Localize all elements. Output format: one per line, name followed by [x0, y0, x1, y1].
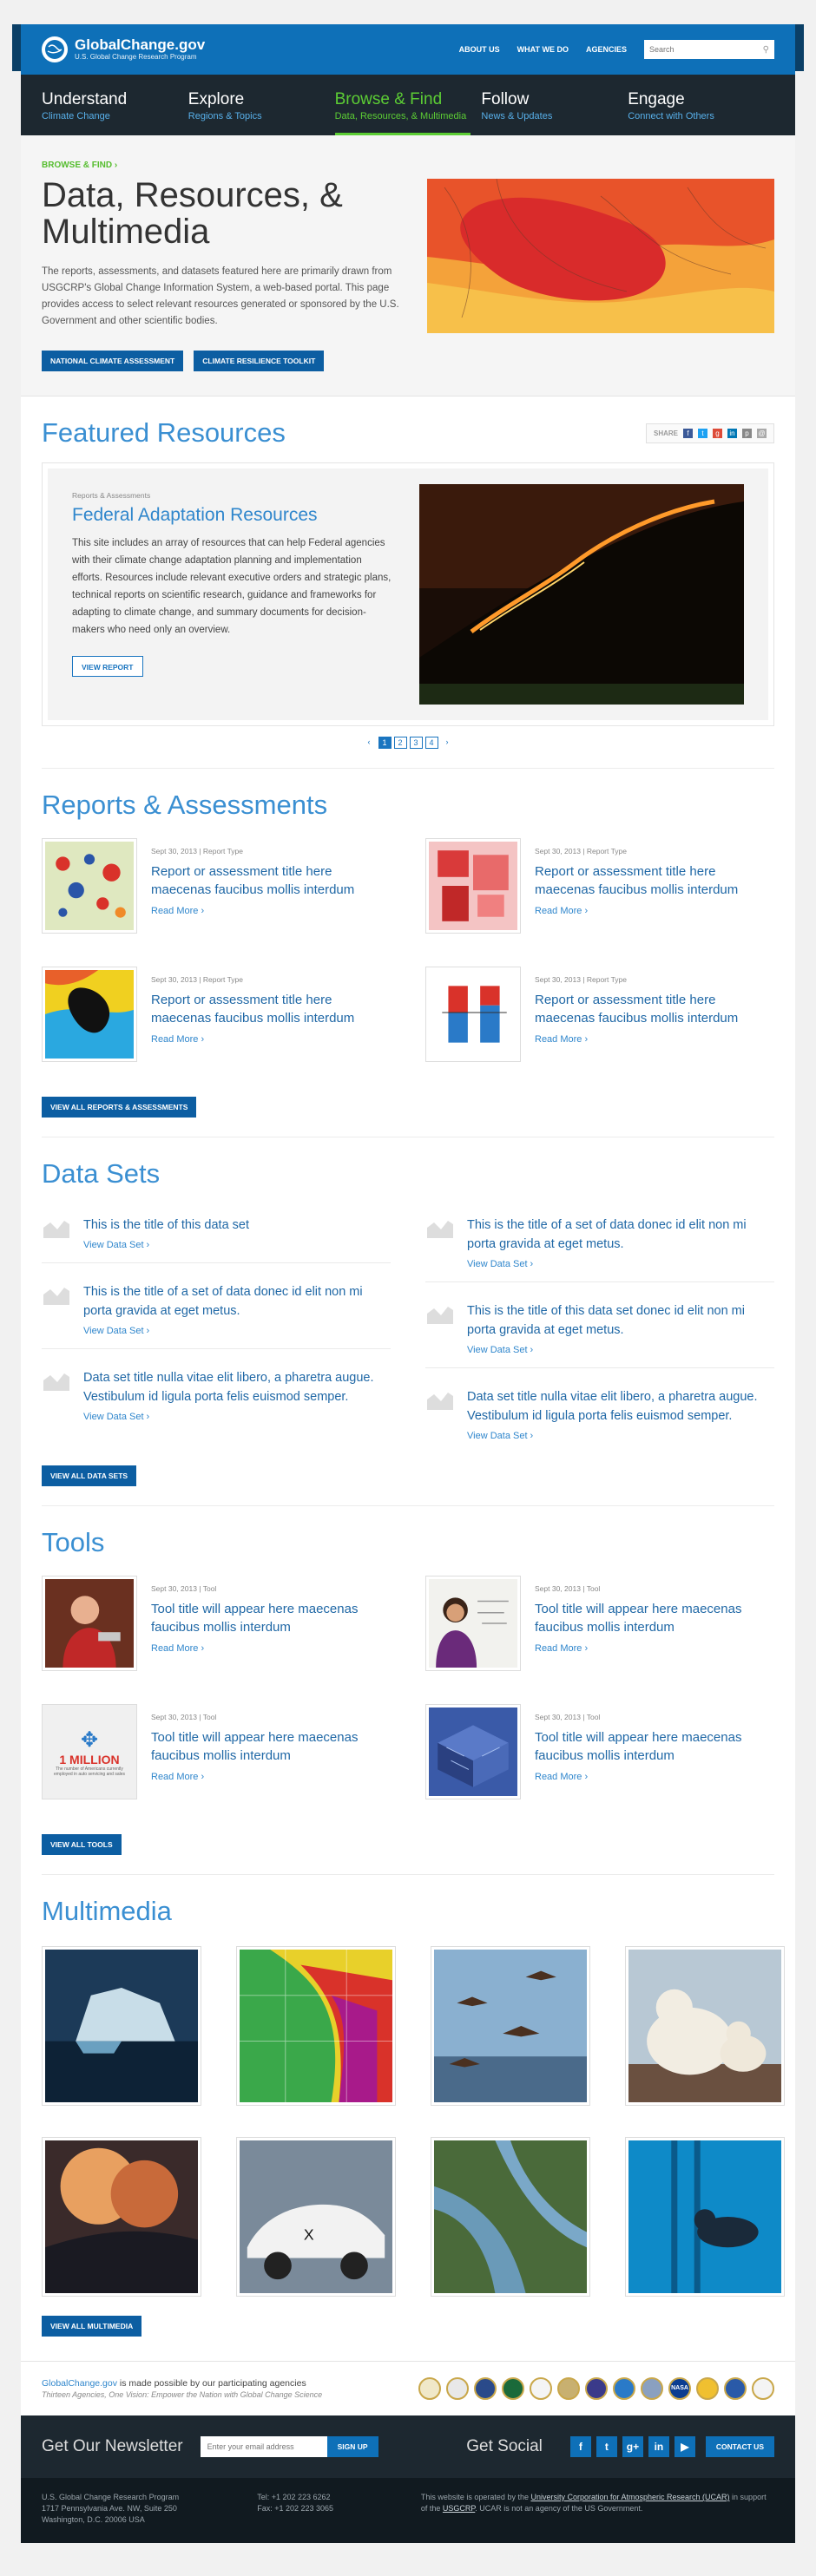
featured-heading: Featured Resources — [42, 417, 286, 448]
youtube-icon[interactable]: ▶ — [675, 2436, 695, 2457]
report-title[interactable]: Report or assessment title here maecenas faucibus mollis interdum — [535, 864, 739, 897]
footer-operator-note — [421, 2492, 774, 2526]
pager-page[interactable]: 3 — [410, 737, 423, 749]
twitter-icon[interactable]: t — [698, 429, 707, 438]
tool-thumbnail — [425, 1576, 521, 1671]
footer-address-line: U.S. Global Change Research Program — [42, 2493, 180, 2501]
multimedia-item-diver[interactable] — [625, 2137, 785, 2297]
footer — [21, 2478, 795, 2543]
facebook-icon[interactable]: f — [683, 429, 693, 438]
newsletter-label: Get Our Newsletter — [42, 2437, 183, 2455]
main-nav — [21, 75, 795, 135]
multimedia-item-car[interactable] — [236, 2137, 396, 2297]
read-more-link[interactable]: Read More › — [151, 1034, 205, 1045]
view-report-button[interactable]: VIEW REPORT — [72, 656, 143, 677]
tool-card[interactable] — [425, 1558, 774, 1687]
agency-seal-icon[interactable] — [724, 2377, 747, 2400]
footer-address — [42, 2492, 257, 2526]
nav-title: Understand — [42, 90, 128, 108]
tool-meta: Sept 30, 2013 | Tool — [535, 1584, 601, 1593]
read-more-link[interactable]: Read More › — [535, 1034, 589, 1045]
google-plus-icon[interactable]: g+ — [622, 2436, 643, 2457]
tools-section — [21, 1506, 795, 1855]
report-title[interactable]: Report or assessment title here maecenas faucibus mollis interdum — [535, 993, 739, 1026]
print-icon[interactable]: p — [742, 429, 752, 438]
tool-meta: Sept 30, 2013 | Tool — [151, 1713, 217, 1721]
tool-card[interactable] — [42, 1558, 391, 1687]
nav-item-browse-find[interactable] — [335, 75, 482, 135]
dataset-item[interactable] — [425, 1295, 774, 1368]
report-thumbnail — [42, 838, 137, 934]
nav-item-understand[interactable] — [42, 75, 188, 135]
report-meta: Sept 30, 2013 | Report Type — [151, 975, 244, 984]
tool-title[interactable]: Tool title will appear here maecenas faucibus mollis interdum — [535, 1602, 742, 1635]
read-more-link[interactable]: Read More › — [535, 906, 589, 916]
report-card[interactable] — [425, 949, 774, 1078]
reports-heading: Reports & Assessments — [42, 790, 328, 820]
dataset-title[interactable]: Data set title nulla vitae elit libero, a pharetra augue. Vestibulum id ligula porta felis euismod semper. — [83, 1371, 374, 1404]
report-thumbnail — [42, 967, 137, 1062]
page-title: Data, Resources, & Multimedia — [42, 176, 343, 251]
partners-site-link[interactable]: GlobalChange.gov — [42, 2378, 117, 2389]
wildfire-image — [419, 484, 744, 705]
dataset-title[interactable]: This is the title of this data set donec id elit non mi porta gravida at eget metus. — [467, 1304, 745, 1337]
top-bar — [21, 24, 795, 75]
multimedia-item-birds[interactable] — [431, 1946, 590, 2106]
view-dataset-link[interactable]: View Data Set › — [83, 1326, 150, 1336]
hero-temperature-map-image — [427, 179, 774, 333]
nav-subtitle: Climate Change — [42, 111, 110, 121]
footer-contact — [257, 2492, 421, 2526]
million-stat: 1 MILLION — [59, 1752, 120, 1766]
pager-next[interactable]: › — [445, 737, 449, 746]
footer-note-text: in support of the — [420, 2493, 767, 2513]
agency-seal-icon[interactable] — [752, 2377, 774, 2400]
featured-title[interactable]: Federal Adaptation Resources — [72, 505, 318, 525]
tool-thumbnail — [42, 1576, 137, 1671]
search-box — [644, 40, 774, 59]
report-meta: Sept 30, 2013 | Report Type — [535, 975, 628, 984]
view-dataset-link[interactable]: View Data Set › — [467, 1345, 534, 1355]
agency-seal-icon[interactable] — [502, 2377, 524, 2400]
tool-title[interactable]: Tool title will appear here maecenas faucibus mollis interdum — [151, 1602, 359, 1635]
site-name: GlobalChange.gov — [75, 36, 206, 53]
read-more-link[interactable]: Read More › — [151, 1772, 205, 1782]
multimedia-item-aerial[interactable] — [431, 2137, 590, 2297]
view-dataset-link[interactable]: View Data Set › — [83, 1240, 150, 1250]
dataset-title[interactable]: This is the title of a set of data donec id elit non mi porta gravida at eget metus. — [467, 1218, 747, 1251]
social-label: Get Social — [466, 2437, 543, 2455]
view-all-tools-button[interactable]: VIEW ALL TOOLS — [42, 1834, 122, 1855]
tool-thumbnail — [42, 1704, 137, 1799]
agency-seal-icon[interactable] — [557, 2377, 580, 2400]
tool-meta: Sept 30, 2013 | Tool — [151, 1584, 217, 1593]
datasets-section — [21, 1137, 795, 1486]
report-title[interactable]: Report or assessment title here maecenas faucibus mollis interdum — [151, 993, 355, 1026]
view-all-datasets-button[interactable]: VIEW ALL DATA SETS — [42, 1465, 136, 1486]
tool-title[interactable]: Tool title will appear here maecenas faucibus mollis interdum — [151, 1730, 359, 1763]
nasa-logo-icon[interactable]: NASA — [668, 2377, 691, 2400]
nav-title: Explore — [188, 90, 245, 108]
partners-bar — [21, 2361, 795, 2415]
million-caption: The number of Americans currently employed in auto servicing and sales — [54, 1766, 125, 1777]
nav-title: Follow — [481, 90, 530, 108]
footer-note-text: This website is operated by the — [420, 2493, 531, 2501]
report-title[interactable]: Report or assessment title here maecenas faucibus mollis interdum — [151, 864, 355, 897]
footer-address-line: Washington, D.C. 20006 USA — [42, 2515, 145, 2524]
hero-text — [42, 156, 406, 371]
usgcrp-link[interactable]: USGCRP — [442, 2504, 476, 2513]
multimedia-item-radar[interactable] — [236, 1946, 396, 2106]
footer-note-text: . UCAR is not an agency of the US Government. — [475, 2504, 643, 2513]
view-all-multimedia-button[interactable]: VIEW ALL MULTIMEDIA — [42, 2316, 141, 2337]
pager-page[interactable]: 4 — [425, 737, 438, 749]
search-input[interactable] — [649, 45, 753, 54]
tool-meta: Sept 30, 2013 | Tool — [535, 1713, 601, 1721]
report-card[interactable] — [42, 949, 391, 1078]
share-bar — [646, 423, 774, 443]
agency-seal-icon[interactable] — [641, 2377, 663, 2400]
dataset-item[interactable] — [425, 1209, 774, 1282]
dataset-item[interactable] — [42, 1361, 391, 1434]
site-logo[interactable] — [42, 36, 205, 62]
tools-heading: Tools — [42, 1527, 105, 1557]
tool-title[interactable]: Tool title will appear here maecenas faucibus mollis interdum — [535, 1730, 742, 1763]
featured-description: This site includes an array of resources that can help Federal agencies with their climate change adaptation planning and implementation efforts. Resources include relevant executive orders and strategic plans, technical reports on scientific research, guidance and frameworks for adapting to climate change, and summary documents for decision-makers who need only an overview. — [72, 538, 392, 635]
agency-seal-icon[interactable] — [613, 2377, 635, 2400]
dataset-title[interactable]: This is the title of this data set — [83, 1218, 250, 1232]
dataset-title[interactable]: Data set title nulla vitae elit libero, a pharetra augue. Vestibulum id ligula porta felis euismod semper. — [467, 1390, 758, 1423]
pager-page[interactable]: 1 — [378, 737, 392, 749]
partners-tagline: Thirteen Agencies, One Vision: Empower the Nation with Global Change Science — [42, 2390, 323, 2399]
contact-us-button[interactable]: CONTACT US — [706, 2436, 774, 2457]
nav-title: Engage — [628, 90, 685, 108]
tool-card[interactable] — [42, 1687, 391, 1815]
hero — [21, 135, 795, 397]
tool-thumbnail — [425, 1704, 521, 1799]
nav-subtitle: Connect with Others — [628, 111, 714, 121]
twitter-icon[interactable]: t — [596, 2436, 617, 2457]
breadcrumb[interactable]: BROWSE & FIND › — [42, 161, 118, 170]
view-dataset-link[interactable]: View Data Set › — [467, 1259, 534, 1269]
svg-text:X: X — [303, 2225, 314, 2244]
partners-text-body: is made possible by our participating agencies — [116, 2378, 306, 2389]
reports-section — [21, 769, 795, 1118]
nav-subtitle: News & Updates — [481, 111, 553, 121]
carousel-pager — [42, 737, 774, 749]
agency-seal-icon[interactable] — [418, 2377, 441, 2400]
page-shell — [21, 24, 795, 2543]
nav-item-engage[interactable] — [628, 75, 774, 135]
email-icon[interactable]: @ — [758, 429, 766, 437]
view-dataset-link[interactable]: View Data Set › — [83, 1412, 150, 1422]
newsletter-email-input[interactable] — [201, 2436, 327, 2457]
hero-description: The reports, assessments, and datasets featured here are primarily drawn from USGCRP's Global Change Information System, a web-based portal. This page provides access to select relevant resources generated or sponsored by the U.S. Government and other scientific bodies. — [42, 266, 399, 326]
sign-up-button[interactable]: SIGN UP — [327, 2436, 378, 2457]
dataset-item[interactable] — [42, 1209, 391, 1263]
national-climate-assessment-button[interactable]: NATIONAL CLIMATE ASSESSMENT — [42, 351, 183, 371]
chart-icon — [425, 1391, 455, 1412]
report-card[interactable] — [425, 821, 774, 949]
linkedin-icon[interactable]: in — [727, 429, 737, 438]
read-more-link[interactable]: Read More › — [535, 1772, 589, 1782]
read-more-link[interactable]: Read More › — [151, 906, 205, 916]
partners-text — [42, 2378, 322, 2389]
nav-item-follow[interactable] — [481, 75, 628, 135]
google-plus-icon[interactable]: g — [713, 429, 722, 438]
facebook-icon[interactable]: f — [570, 2436, 591, 2457]
chart-icon — [42, 1286, 71, 1307]
read-more-link[interactable]: Read More › — [535, 1643, 589, 1654]
view-all-reports-button[interactable]: VIEW ALL REPORTS & ASSESSMENTS — [42, 1097, 196, 1118]
pager-prev[interactable]: ‹ — [367, 737, 371, 746]
report-meta: Sept 30, 2013 | Report Type — [535, 847, 628, 855]
multimedia-section — [21, 1875, 795, 2337]
agency-seal-icon[interactable] — [446, 2377, 469, 2400]
utility-nav — [459, 40, 774, 59]
site-subtitle: U.S. Global Change Research Program — [75, 53, 197, 61]
dataset-title[interactable]: This is the title of a set of data donec id elit non mi porta gravida at eget metus. — [83, 1285, 363, 1318]
utility-link-about[interactable]: ABOUT US — [458, 45, 500, 54]
wrench-icon: ✥ — [80, 1727, 99, 1752]
nav-title: Browse & Find — [334, 90, 443, 108]
footer-address-line: 1717 Pennsylvania Ave. NW, Suite 250 — [42, 2504, 177, 2513]
footer-fax: Fax: +1 202 223 3065 — [257, 2504, 334, 2513]
chart-icon — [42, 1219, 71, 1240]
nav-subtitle: Regions & Topics — [188, 111, 262, 121]
agency-seal-icon[interactable] — [530, 2377, 552, 2400]
utility-link-what-we-do[interactable]: WHAT WE DO — [517, 45, 569, 54]
search-icon[interactable]: ⚲ — [762, 44, 769, 55]
report-meta: Sept 30, 2013 | Report Type — [151, 847, 244, 855]
multimedia-heading: Multimedia — [42, 1896, 172, 1926]
footer-tel: Tel: +1 202 223 6262 — [257, 2493, 331, 2501]
report-thumbnail — [425, 838, 521, 934]
featured-carousel — [42, 462, 774, 726]
social-links — [466, 2436, 774, 2457]
agency-seal-icon[interactable] — [585, 2377, 608, 2400]
agency-seal-icon[interactable] — [696, 2377, 719, 2400]
datasets-heading: Data Sets — [42, 1158, 161, 1189]
multimedia-item-volcano[interactable] — [42, 2137, 201, 2297]
newsletter-bar — [21, 2415, 795, 2478]
nav-item-explore[interactable] — [188, 75, 335, 135]
ucar-link[interactable]: University Corporation for Atmospheric Research (UCAR) — [530, 2493, 730, 2501]
climate-resilience-toolkit-button[interactable]: CLIMATE RESILIENCE TOOLKIT — [194, 351, 324, 371]
featured-resources-section — [21, 397, 795, 749]
globe-icon — [42, 36, 68, 62]
featured-type: Reports & Assessments — [72, 491, 151, 500]
agency-seals — [418, 2377, 774, 2400]
dataset-item[interactable] — [425, 1380, 774, 1453]
view-dataset-link[interactable]: View Data Set › — [467, 1431, 534, 1441]
agency-seal-icon[interactable] — [474, 2377, 497, 2400]
pager-page[interactable]: 2 — [394, 737, 407, 749]
nav-subtitle: Data, Resources, & Multimedia — [334, 111, 467, 121]
utility-link-agencies[interactable]: AGENCIES — [585, 45, 627, 54]
read-more-link[interactable]: Read More › — [151, 1643, 205, 1654]
chart-icon — [42, 1372, 71, 1393]
chart-icon — [425, 1305, 455, 1326]
multimedia-item-polar-bears[interactable] — [625, 1946, 785, 2106]
multimedia-item-iceberg[interactable] — [42, 1946, 201, 2106]
dataset-item[interactable] — [42, 1275, 391, 1349]
share-label: SHARE — [653, 429, 678, 437]
tool-card[interactable] — [425, 1687, 774, 1815]
report-card[interactable] — [42, 821, 391, 949]
linkedin-icon[interactable]: in — [648, 2436, 669, 2457]
report-thumbnail — [425, 967, 521, 1062]
chart-icon — [425, 1219, 455, 1240]
